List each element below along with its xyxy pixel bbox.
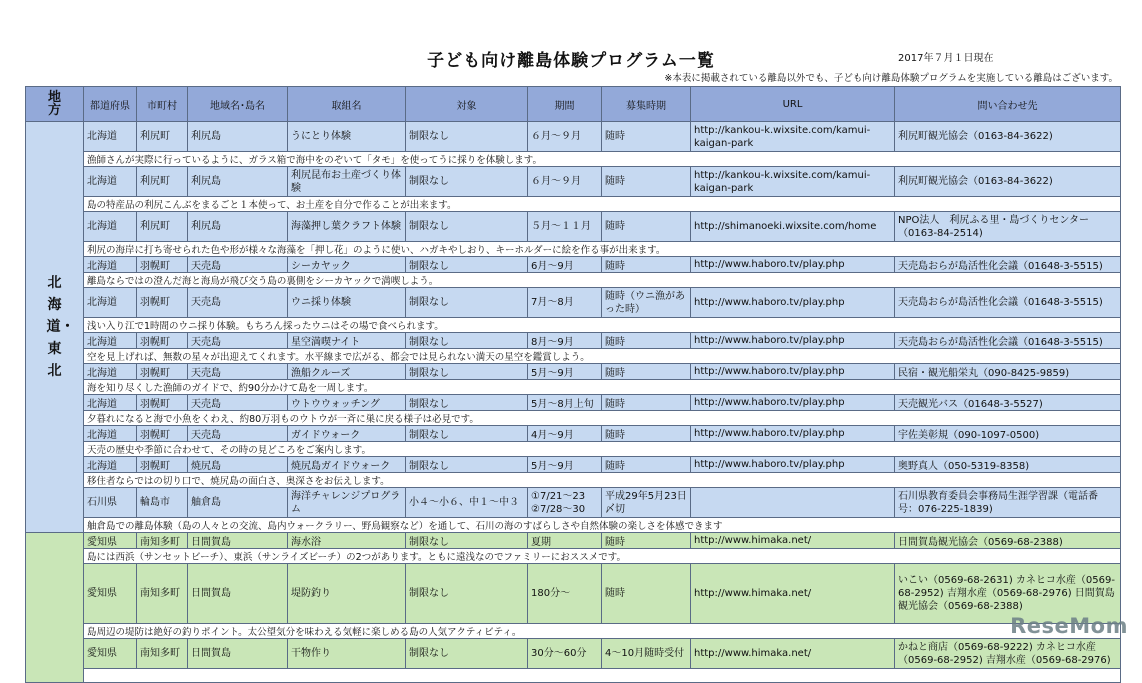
table-row	[26, 457, 1121, 473]
target-cell: 制限なし	[406, 639, 528, 669]
resemom-logo: ReseMom	[1010, 614, 1128, 638]
prefecture-cell: 北海道	[84, 364, 137, 380]
table-row	[26, 395, 1121, 411]
recruit-cell: 随時	[602, 395, 691, 411]
prefecture-cell: 北海道	[84, 288, 137, 318]
table-note: ※本表に掲載されている離島以外でも、子ども向け離島体験プログラムを実施している離島はございます。	[664, 73, 1118, 84]
header-period: 期間	[528, 87, 602, 122]
island-cell: 利尻島	[188, 122, 288, 152]
recruit-cell: 随時（ウニ漁があった時）	[602, 288, 691, 318]
header-city: 市町村	[137, 87, 188, 122]
target-cell: 制限なし	[406, 533, 528, 549]
program-cell: うにとり体験	[288, 122, 406, 152]
region-cell: 北海道・東北	[26, 122, 84, 533]
table-row	[26, 257, 1121, 273]
period-cell: ６月～９月	[528, 122, 602, 152]
description-row	[26, 669, 1121, 683]
description-cell	[84, 669, 1121, 683]
description-cell: 海を知り尽くした漁師のガイドで、約90分かけて島を一周します。	[84, 380, 1121, 395]
description-cell: 離島ならではの澄んだ海と海鳥が飛び交う島の裏側をシーカヤックで満喫しよう。	[84, 273, 1121, 288]
contact-cell: 天売島おらが島活性化会議（01648-3-5515)	[895, 257, 1121, 273]
city-cell: 羽幌町	[137, 395, 188, 411]
url-cell[interactable]: http://www.himaka.net/	[691, 639, 895, 669]
contact-cell: NPO法人 利尻ふる里・島づくりセンター（0163-84-2514)	[895, 212, 1121, 242]
contact-cell: 天売島おらが島活性化会議（01648-3-5515)	[895, 288, 1121, 318]
city-cell: 南知多町	[137, 533, 188, 549]
recruit-cell: 随時	[602, 533, 691, 549]
program-cell: ウニ採り体験	[288, 288, 406, 318]
table-row	[26, 288, 1121, 318]
table-row	[26, 639, 1121, 669]
city-cell: 羽幌町	[137, 288, 188, 318]
program-cell: 海藻押し葉クラフト体験	[288, 212, 406, 242]
period-cell: 8月～9月	[528, 333, 602, 349]
table-row	[26, 122, 1121, 152]
url-cell[interactable]: http://www.haboro.tv/play.php	[691, 364, 895, 380]
target-cell: 制限なし	[406, 167, 528, 197]
program-cell: 堤防釣り	[288, 564, 406, 624]
table-row	[26, 333, 1121, 349]
recruit-cell: 4～10月随時受付	[602, 639, 691, 669]
city-cell: 南知多町	[137, 639, 188, 669]
url-cell[interactable]: http://kankou-k.wixsite.com/kamui-kaigan-park	[691, 122, 895, 152]
description-cell: 移住者ならではの切り口で、焼尻島の面白さ、奥深さをお伝えします。	[84, 473, 1121, 488]
city-cell: 羽幌町	[137, 457, 188, 473]
header-prefecture: 都道府県	[84, 87, 137, 122]
description-row	[26, 197, 1121, 212]
description-row	[26, 380, 1121, 395]
program-cell: シーカヤック	[288, 257, 406, 273]
recruit-cell: 随時	[602, 333, 691, 349]
target-cell: 制限なし	[406, 257, 528, 273]
period-cell: 30分～60分	[528, 639, 602, 669]
recruit-cell: 随時	[602, 122, 691, 152]
island-cell: 天売島	[188, 364, 288, 380]
description-row	[26, 442, 1121, 457]
description-cell: 漁師さんが実際に行っているように、ガラス箱で海中をのぞいて「タモ」を使ってうに採りを体験します。	[84, 152, 1121, 167]
program-cell: 海洋チャレンジプログラム	[288, 488, 406, 518]
program-cell: 海水浴	[288, 533, 406, 549]
contact-cell: 利尻町観光協会（0163-84-3622)	[895, 167, 1121, 197]
recruit-cell: 平成29年5月23日〆切	[602, 488, 691, 518]
island-cell: 天売島	[188, 333, 288, 349]
city-cell: 羽幌町	[137, 426, 188, 442]
island-cell: 天売島	[188, 426, 288, 442]
prefecture-cell: 石川県	[84, 488, 137, 518]
description-row	[26, 242, 1121, 257]
recruit-cell: 随時	[602, 426, 691, 442]
target-cell: 制限なし	[406, 212, 528, 242]
description-row	[26, 411, 1121, 426]
description-row	[26, 273, 1121, 288]
city-cell: 南知多町	[137, 564, 188, 624]
contact-cell: 宇佐美彰規（090-1097-0500)	[895, 426, 1121, 442]
period-cell: 5月～9月	[528, 364, 602, 380]
url-cell[interactable]	[691, 488, 895, 518]
island-cell: 天売島	[188, 288, 288, 318]
target-cell: 制限なし	[406, 564, 528, 624]
description-cell: 空を見上げれば、無数の星々が出迎えてくれます。水平線まで広がる、都会では見られない満天の星空を鑑賞しよう。	[84, 349, 1121, 364]
url-cell[interactable]: http://www.himaka.net/	[691, 533, 895, 549]
island-cell: 天売島	[188, 257, 288, 273]
header-area: 地域名･島名	[188, 87, 288, 122]
header-url: URL	[691, 87, 895, 122]
city-cell: 羽幌町	[137, 257, 188, 273]
target-cell: 制限なし	[406, 364, 528, 380]
target-cell: 制限なし	[406, 288, 528, 318]
description-row	[26, 624, 1121, 639]
target-cell: 制限なし	[406, 122, 528, 152]
table-row	[26, 212, 1121, 242]
program-cell: ガイドウォーク	[288, 426, 406, 442]
period-cell: 5月～9月	[528, 457, 602, 473]
program-table	[25, 86, 1121, 683]
url-cell[interactable]: http://shimanoeki.wixsite.com/home	[691, 212, 895, 242]
header-region: 地方	[26, 87, 84, 122]
prefecture-cell: 北海道	[84, 122, 137, 152]
prefecture-cell: 北海道	[84, 212, 137, 242]
prefecture-cell: 北海道	[84, 457, 137, 473]
table-body	[26, 122, 1121, 683]
table-row	[26, 364, 1121, 380]
table-row	[26, 488, 1121, 518]
description-row	[26, 549, 1121, 564]
city-cell: 羽幌町	[137, 364, 188, 380]
recruit-cell: 随時	[602, 457, 691, 473]
target-cell: 制限なし	[406, 333, 528, 349]
target-cell: 制限なし	[406, 395, 528, 411]
header-program: 取組名	[288, 87, 406, 122]
recruit-cell: 随時	[602, 364, 691, 380]
program-cell: 利尻昆布お土産づくり体験	[288, 167, 406, 197]
description-row	[26, 473, 1121, 488]
period-cell: ①7/21～23 ②7/28～30	[528, 488, 602, 518]
contact-cell: 天売観光バス（01648-3-5527)	[895, 395, 1121, 411]
table-row	[26, 564, 1121, 624]
island-cell: 利尻島	[188, 212, 288, 242]
contact-cell: 利尻町観光協会（0163-84-3622)	[895, 122, 1121, 152]
period-cell: 180分～	[528, 564, 602, 624]
contact-cell: いこい（0569-68-2631) カネヒコ水産（0569-68-2952) 吉翔水産（0569-68-2976) 日間賀島観光協会（0569-68-2388)	[895, 564, 1121, 624]
program-cell: 星空満喫ナイト	[288, 333, 406, 349]
region-cell	[26, 533, 84, 683]
contact-cell: かねと商店（0569-68-9222) カネヒコ水産（0569-68-2952) 吉翔水産（0569-68-2976)	[895, 639, 1121, 669]
island-cell: 利尻島	[188, 167, 288, 197]
city-cell: 利尻町	[137, 212, 188, 242]
description-cell: 夕暮れになると海で小魚をくわえ、約80万羽ものウトウが一斉に巣に戻る様子は必見です。	[84, 411, 1121, 426]
description-cell: 島には西浜（サンセットビーチ）、東浜（サンライズビーチ）の2つがあります。ともに遠浅なのでファミリーにおススメです。	[84, 549, 1121, 564]
table-row	[26, 426, 1121, 442]
url-cell[interactable]: http://www.himaka.net/	[691, 564, 895, 624]
island-cell: 日間賀島	[188, 533, 288, 549]
prefecture-cell: 北海道	[84, 395, 137, 411]
period-cell: 5月～8月上旬	[528, 395, 602, 411]
island-cell: 日間賀島	[188, 564, 288, 624]
period-cell: ５月～１１月	[528, 212, 602, 242]
description-cell: 舳倉島での離島体験（島の人々との交流、島内ウォークラリー、野鳥観察など）を通して、石川の海のすばらしさや自然体験の楽しさを体感できます	[84, 518, 1121, 533]
contact-cell: 天売島おらが島活性化会議（01648-3-5515)	[895, 333, 1121, 349]
prefecture-cell: 北海道	[84, 257, 137, 273]
prefecture-cell: 愛知県	[84, 564, 137, 624]
header-recruit: 募集時期	[602, 87, 691, 122]
city-cell: 羽幌町	[137, 333, 188, 349]
island-cell: 日間賀島	[188, 639, 288, 669]
url-cell[interactable]: http://www.haboro.tv/play.php	[691, 426, 895, 442]
period-cell: ６月～９月	[528, 167, 602, 197]
city-cell: 輪島市	[137, 488, 188, 518]
target-cell: 制限なし	[406, 457, 528, 473]
description-row	[26, 349, 1121, 364]
program-cell: 漁船クルーズ	[288, 364, 406, 380]
target-cell: 制限なし	[406, 426, 528, 442]
recruit-cell: 随時	[602, 564, 691, 624]
table-row	[26, 533, 1121, 549]
island-cell: 舳倉島	[188, 488, 288, 518]
city-cell: 利尻町	[137, 167, 188, 197]
url-cell[interactable]: http://www.haboro.tv/play.php	[691, 333, 895, 349]
program-cell: ウトウウォッチング	[288, 395, 406, 411]
program-cell: 焼尻島ガイドウォーク	[288, 457, 406, 473]
target-cell: 小４～小６、中１～中３	[406, 488, 528, 518]
url-cell[interactable]: http://www.haboro.tv/play.php	[691, 288, 895, 318]
prefecture-cell: 北海道	[84, 426, 137, 442]
prefecture-cell: 北海道	[84, 333, 137, 349]
recruit-cell: 随時	[602, 167, 691, 197]
period-cell: 7月～8月	[528, 288, 602, 318]
description-cell: 島の特産品の利尻こんぶをまるごと１本使って、お土産を自分で作ることが出来ます。	[84, 197, 1121, 212]
period-cell: 4月～9月	[528, 426, 602, 442]
city-cell: 利尻町	[137, 122, 188, 152]
url-cell[interactable]: http://kankou-k.wixsite.com/kamui-kaigan-park	[691, 167, 895, 197]
description-cell: 浅い入り江で1時間のウニ採り体験。もちろん採ったウニはその場で食べられます。	[84, 318, 1121, 333]
description-cell: 島周辺の堤防は絶好の釣りポイント。太公望気分を味わえる気軽に楽しめる島の人気アクティビティ。	[84, 624, 1121, 639]
island-cell: 焼尻島	[188, 457, 288, 473]
contact-cell: 奥野真人（050-5319-8358)	[895, 457, 1121, 473]
prefecture-cell: 愛知県	[84, 533, 137, 549]
header-contact: 問い合わせ先	[895, 87, 1121, 122]
contact-cell: 民宿・観光船栄丸（090-8425-9859)	[895, 364, 1121, 380]
description-cell: 利尻の海岸に打ち寄せられた色や形が様々な海藻を「押し花」のように使い、ハガキやしおり、キーホルダーに絵を作る事が出来ます。	[84, 242, 1121, 257]
as-of-date: 2017年７月１日現在	[898, 53, 994, 64]
program-cell: 干物作り	[288, 639, 406, 669]
period-cell: 6月～9月	[528, 257, 602, 273]
period-cell: 夏期	[528, 533, 602, 549]
description-row	[26, 518, 1121, 533]
table-row	[26, 167, 1121, 197]
url-cell[interactable]: http://www.haboro.tv/play.php	[691, 257, 895, 273]
recruit-cell: 随時	[602, 212, 691, 242]
page-title: 子ども向け離島体験プログラム一覧	[427, 51, 715, 71]
prefecture-cell: 北海道	[84, 167, 137, 197]
prefecture-cell: 愛知県	[84, 639, 137, 669]
header-target: 対象	[406, 87, 528, 122]
contact-cell: 石川県教育委員会事務局生涯学習課（電話番号：076-225-1839)	[895, 488, 1121, 518]
contact-cell: 日間賀島観光協会（0569-68-2388)	[895, 533, 1121, 549]
island-cell: 天売島	[188, 395, 288, 411]
description-row	[26, 318, 1121, 333]
url-cell[interactable]: http://www.haboro.tv/play.php	[691, 395, 895, 411]
description-cell: 天売の歴史や季節に合わせて、その時の見どころをご案内します。	[84, 442, 1121, 457]
header-row	[26, 87, 1121, 122]
description-row	[26, 152, 1121, 167]
recruit-cell: 随時	[602, 257, 691, 273]
url-cell[interactable]: http://www.haboro.tv/play.php	[691, 457, 895, 473]
